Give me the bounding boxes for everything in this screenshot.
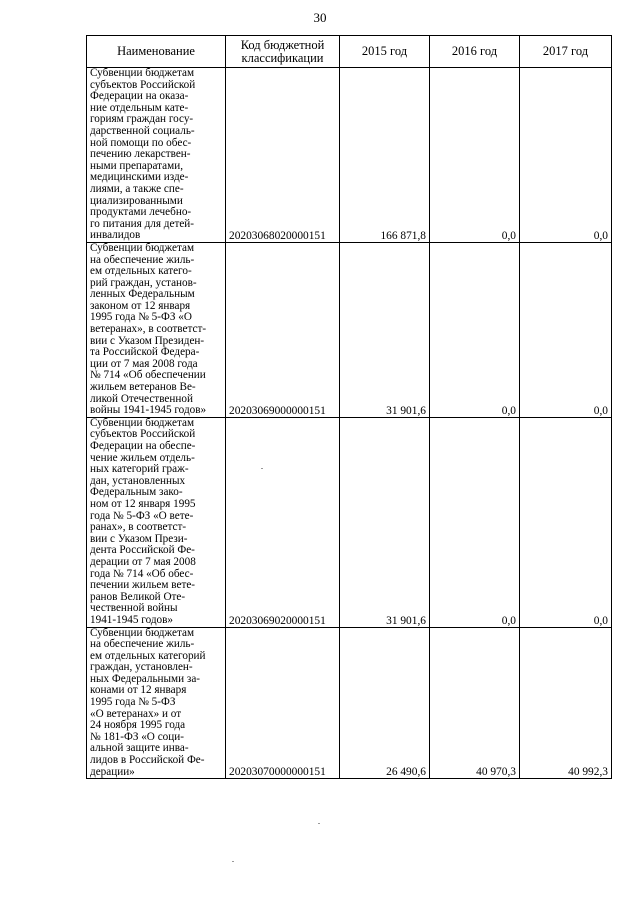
row-2016: 0,0: [430, 417, 520, 627]
row-name-line: ленных Федеральным: [90, 288, 195, 301]
row-name-line: конами от 12 января: [90, 684, 187, 697]
row-name-line: ние отдельным кате-: [90, 101, 189, 114]
row-name-line: ранах», в соответст-: [90, 521, 187, 534]
row-name-line: Субвенции бюджетам: [90, 416, 195, 429]
row-2016: 40 970,3: [430, 627, 520, 779]
row-name-line: ными препаратами,: [90, 159, 183, 172]
row-name-line: дарственной социаль-: [90, 124, 195, 137]
row-name-line: ветеранах», в соответст-: [90, 323, 207, 336]
row-code: 20203070000000151: [226, 627, 340, 779]
row-name-line: жильем ветеранов Ве-: [90, 381, 196, 394]
row-name: [87, 417, 226, 627]
row-2017: 0,0: [520, 242, 612, 417]
row-name-line: 1995 года № 5-ФЗ «О: [90, 311, 192, 324]
row-name-line: ем отдельных категорий: [90, 649, 206, 662]
row-name: [87, 68, 226, 243]
row-2017: 40 992,3: [520, 627, 612, 779]
row-name-line: ликой Отечественной: [90, 392, 193, 405]
row-2016: 0,0: [430, 68, 520, 243]
row-name-line: продуктами лечебно-: [90, 206, 192, 219]
row-name-line: ции от 7 мая 2008 года: [90, 357, 198, 370]
row-2017: 0,0: [520, 68, 612, 243]
row-name-line: циализированными: [90, 194, 183, 207]
row-name-line: дерации»: [90, 765, 135, 778]
row-name-line: субъектов Российской: [90, 78, 196, 91]
row-name-line: Субвенции бюджетам: [90, 241, 195, 254]
row-name-line: та Российской Федера-: [90, 346, 200, 359]
row-name-line: печению лекарствен-: [90, 148, 191, 161]
row-code: 20203069020000151: [226, 417, 340, 627]
row-name-line: чественной войны: [90, 602, 178, 615]
row-name-line: граждан, установлен-: [90, 661, 193, 674]
row-name-line: ном от 12 января 1995: [90, 497, 196, 510]
budget-table: [86, 35, 612, 779]
row-2015: 26 490,6: [340, 627, 430, 779]
scan-speck: [232, 861, 234, 862]
row-code: 20203069000000151: [226, 242, 340, 417]
row-name-line: дан, установленных: [90, 474, 186, 487]
row-name-line: ной помощи по обес-: [90, 136, 192, 149]
row-name-line: медицинскими изде-: [90, 171, 189, 184]
row-name-line: ранов Великой Оте-: [90, 590, 186, 603]
row-name-line: рий граждан, установ-: [90, 276, 197, 289]
row-name-line: 24 ноября 1995 года: [90, 719, 186, 732]
table-row: [87, 627, 612, 779]
row-name-line: Субвенции бюджетам: [90, 67, 195, 79]
row-name-line: го питания для детей-: [90, 217, 195, 230]
row-name-line: Федерации на оказа-: [90, 90, 189, 103]
row-name-line: альной защите инва-: [90, 742, 189, 755]
header-2017: 2017 год: [520, 36, 612, 68]
row-name-line: Субвенции бюджетам: [90, 626, 195, 639]
row-name-line: года № 5-ФЗ «О вете-: [90, 509, 194, 522]
scan-speck: [318, 823, 320, 824]
row-name-line: гориям граждан госу-: [90, 113, 194, 126]
row-name-line: дента Российской Фе-: [90, 544, 195, 557]
scan-speck: [261, 468, 263, 469]
row-name-line: «О ветеранах» и от: [90, 707, 182, 720]
table-row: [87, 242, 612, 417]
row-name-line: на обеспечение жиль-: [90, 253, 195, 266]
row-name-line: войны 1941-1945 годов»: [90, 404, 207, 417]
row-code: 20203068020000151: [226, 68, 340, 243]
row-name-line: лидов в Российской Фе-: [90, 754, 205, 767]
row-name-line: ных Федеральными за-: [90, 672, 201, 685]
row-name-line: инвалидов: [90, 229, 141, 242]
row-2015: 31 901,6: [340, 417, 430, 627]
row-name: [87, 242, 226, 417]
row-name-line: дерации от 7 мая 2008: [90, 555, 196, 568]
row-name-line: вии с Указом Прези-: [90, 532, 188, 545]
row-2016: 0,0: [430, 242, 520, 417]
table-row: [87, 68, 612, 243]
header-2016: 2016 год: [430, 36, 520, 68]
row-2017: 0,0: [520, 417, 612, 627]
row-name-line: № 714 «Об обеспечении: [90, 369, 206, 382]
row-name-line: 1941-1945 годов»: [90, 613, 174, 626]
row-name-line: года № 714 «Об обес-: [90, 567, 194, 580]
row-name-line: № 181-ФЗ «О соци-: [90, 730, 184, 743]
row-2015: 166 871,8: [340, 68, 430, 243]
row-name-line: вии с Указом Президен-: [90, 334, 205, 347]
row-name-line: на обеспечение жиль-: [90, 638, 195, 651]
row-name-line: печении жильем вете-: [90, 579, 196, 592]
row-name: [87, 627, 226, 779]
row-name-line: законом от 12 января: [90, 299, 191, 312]
header-code: Код бюджетной классификации: [226, 36, 340, 68]
row-name-line: субъектов Российской: [90, 428, 196, 441]
header-name: Наименование: [87, 36, 226, 68]
row-name-line: ем отдельных катего-: [90, 265, 192, 278]
row-name-line: Федерации на обеспе-: [90, 440, 196, 452]
row-name-line: ных категорий граж-: [90, 463, 189, 476]
row-name-line: лиями, а также спе-: [90, 182, 184, 195]
row-name-line: Федеральным зако-: [90, 486, 183, 499]
row-name-line: 1995 года № 5-ФЗ: [90, 696, 176, 709]
page-number: 30: [313, 10, 327, 25]
table-row: [87, 417, 612, 627]
header-2015: 2015 год: [340, 36, 430, 68]
row-2015: 31 901,6: [340, 242, 430, 417]
table-header-row: [87, 36, 612, 68]
row-name-line: чение жильем отдель-: [90, 451, 195, 464]
